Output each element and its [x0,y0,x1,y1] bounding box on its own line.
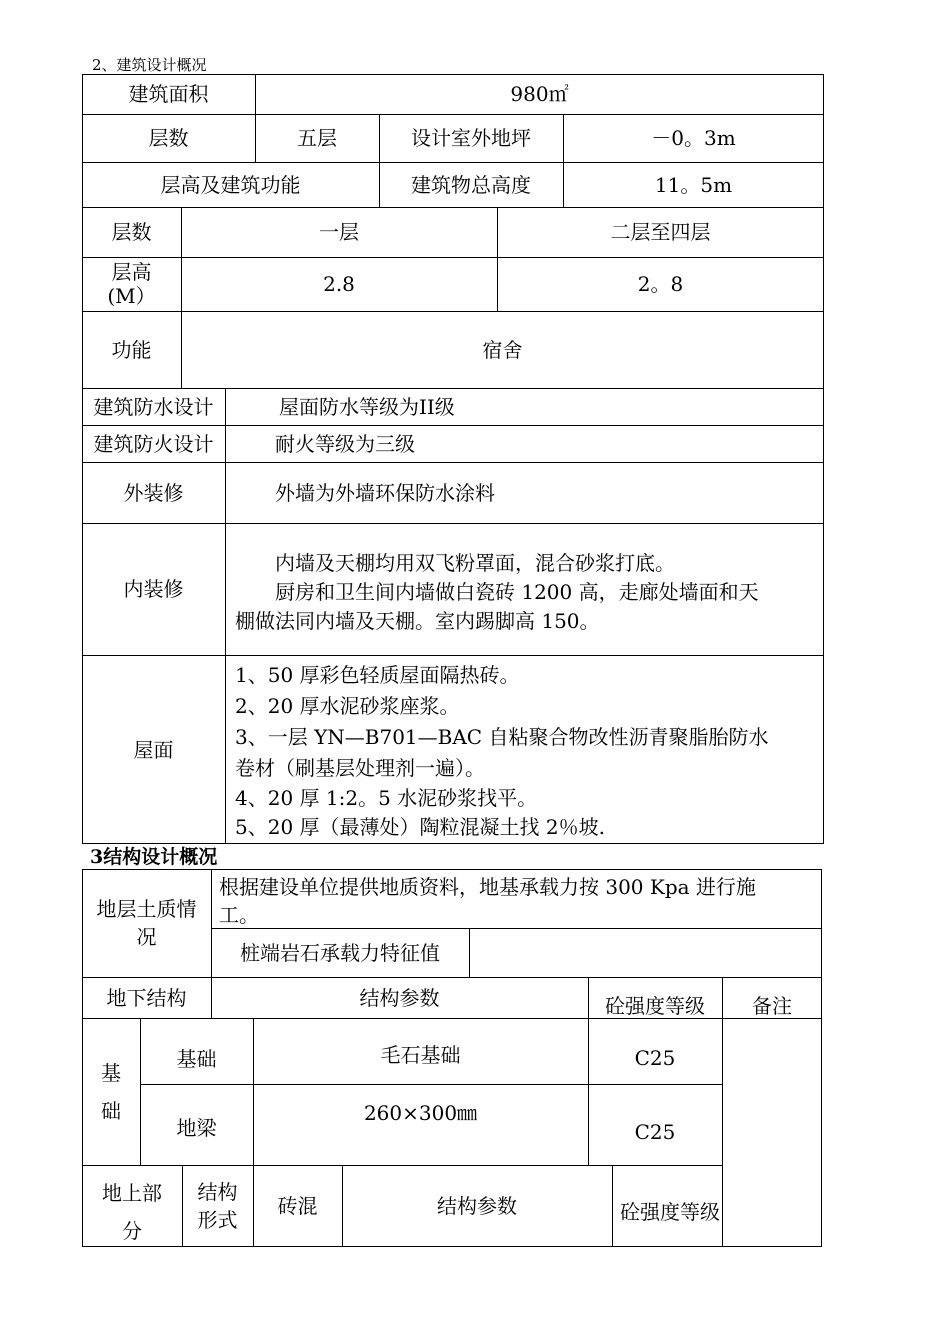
area-label: 建筑面积 [128,82,209,106]
roof-line-5: 4、20 厚 1:2。5 水泥砂浆找平。 [235,786,538,810]
struct-form-value: 砖混 [277,1194,318,1218]
underground-label: 地下结构 [106,985,187,1010]
interior-label: 内装修 [123,577,184,601]
foundation-value: 毛石基础 [380,1043,461,1067]
function-value: 宿舍 [482,337,523,362]
area-value: 980㎡ [510,82,569,106]
story-height-1: 2.8 [323,272,355,296]
fire-label: 建筑防火设计 [93,431,214,456]
interior-line-2: 厨房和卫生间内墙做白瓷砖 1200 高，走廊处墙面和天 [275,580,759,604]
total-height-label: 建筑物总高度 [411,172,531,197]
story-height-2: 2。8 [637,272,684,296]
beam-label: 地梁 [176,1115,217,1140]
total-height-value: 11。5m [654,172,733,197]
soil-line-1: 根据建设单位提供地质资料，地基承载力按 300 Kpa 进行施 [219,875,756,899]
roof-line-4: 卷材（刷基层处理剂一遍）。 [235,756,485,780]
beam-value: 260×300㎜ [363,1101,478,1125]
fire-value: 耐火等级为三级 [275,431,415,456]
above-param-label: 结构参数 [437,1194,517,1218]
soil-line-2: 工。 [219,903,259,927]
interior-line-1: 内墙及天棚均用双飞粉罩面，混合砂浆打底。 [275,551,675,575]
concrete-grade-label: 砼强度等级 [605,993,705,1018]
section-2-heading: 2、建筑设计概况 [92,56,207,74]
foundation-group-label: 基 础 [101,1060,121,1123]
roof-line-2: 2、20 厚水泥砂浆座浆。 [235,694,460,718]
roof-line-6: 5、20 厚（最薄处）陶粒混凝土找 2％坡. [235,815,605,839]
section-3-heading: 3结构设计概况 [90,846,218,868]
roof-line-1: 1、50 厚彩色轻质屋面隔热砖。 [235,663,520,687]
function-label: 功能 [111,337,152,362]
outdoor-grade-label: 设计室外地坪 [411,126,531,150]
exterior-value: 外墙为外墙环保防水涂料 [275,480,495,505]
floors-value: 五层 [297,126,337,150]
outdoor-grade-value: －0。3m [651,126,736,150]
floor-1-label: 一层 [319,220,359,244]
struct-param-label: 结构参数 [359,986,440,1010]
roof-line-3: 3、一层 YN—B701—BAC 自粘聚合物改性沥青聚脂胎防水 [235,725,769,749]
above-ground-label: 地上部 分 [102,1181,162,1243]
foundation-label: 基础 [176,1047,217,1071]
interior-line-3: 棚做法同内墙及天棚。室内踢脚高 150。 [235,609,600,633]
remarks-label: 备注 [752,993,792,1018]
exterior-label: 外装修 [123,480,184,505]
beam-grade: C25 [634,1119,676,1144]
height-function-label: 层高及建筑功能 [160,172,301,197]
soil-label: 地层土质情 况 [96,897,197,949]
floor-2-4-label: 二层至四层 [610,220,711,244]
foundation-grade: C25 [634,1046,676,1070]
story-height-label: 层高 (M） [107,260,156,308]
floor-row-label: 层数 [111,220,152,244]
above-grade-label: 砼强度等级 [620,1200,720,1224]
struct-form-label: 结构 形式 [197,1180,238,1232]
roof-label: 屋面 [133,737,174,762]
waterproof-value: 屋面防水等级为II级 [279,394,455,419]
waterproof-label: 建筑防水设计 [93,394,214,419]
pile-label: 桩端岩石承载力特征值 [240,940,440,965]
floors-label: 层数 [148,126,189,150]
